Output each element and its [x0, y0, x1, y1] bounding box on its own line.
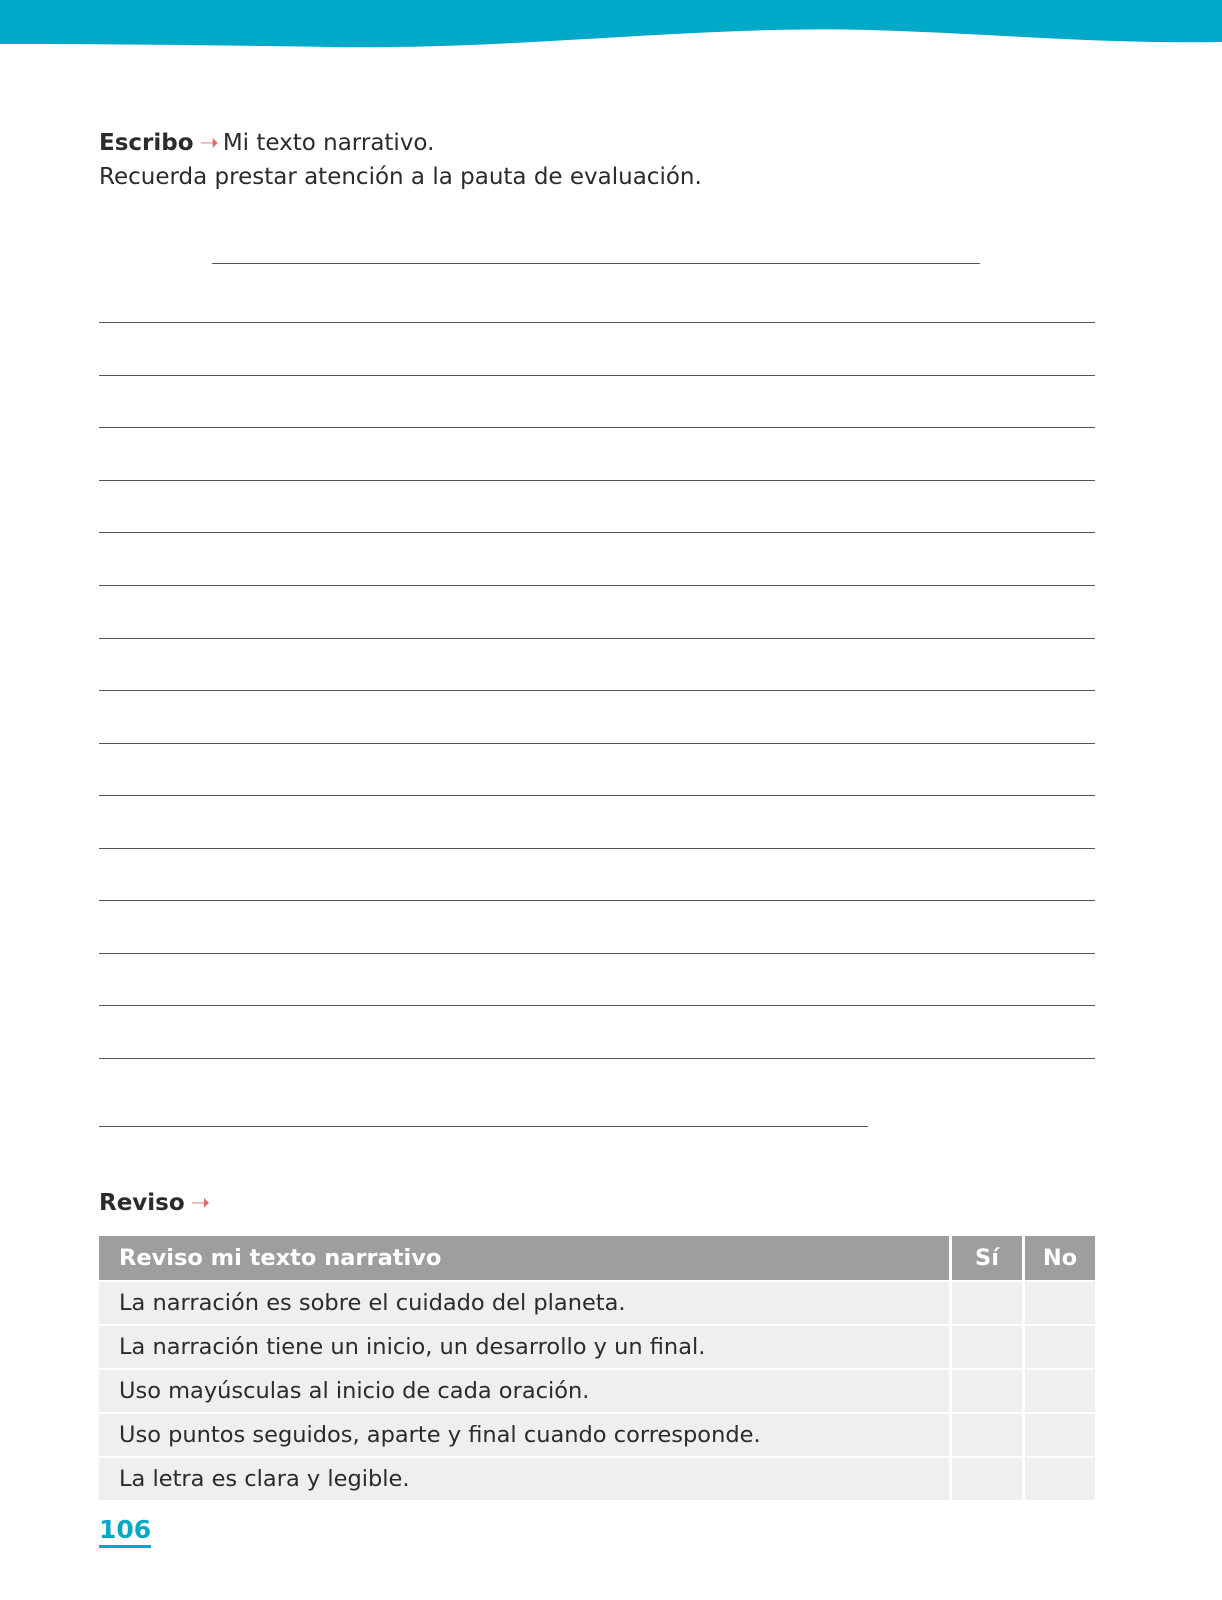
table-row	[99, 1281, 1095, 1325]
yes-checkbox-cell[interactable]	[951, 1281, 1024, 1325]
criterion-text: La narración tiene un inicio, un desarrollo y un final.	[99, 1325, 951, 1369]
writing-line[interactable]	[99, 1005, 1095, 1006]
writing-line[interactable]	[99, 1058, 1095, 1059]
table-row	[99, 1369, 1095, 1413]
title-writing-line[interactable]	[212, 263, 980, 264]
intro-title: Mi texto narrativo.	[222, 130, 435, 156]
no-checkbox-cell[interactable]	[1024, 1281, 1096, 1325]
criterion-text: Uso mayúsculas al inicio de cada oración.	[99, 1369, 951, 1413]
criterion-text: Uso puntos seguidos, aparte y final cuando corresponde.	[99, 1413, 951, 1457]
writing-line[interactable]	[99, 795, 1095, 796]
writing-line[interactable]	[99, 848, 1095, 849]
intro-title-line	[99, 126, 702, 160]
writing-line[interactable]	[99, 585, 1095, 586]
yes-checkbox-cell[interactable]	[951, 1369, 1024, 1413]
writing-line[interactable]	[99, 1126, 868, 1127]
no-checkbox-cell[interactable]	[1024, 1457, 1096, 1500]
writing-line[interactable]	[99, 480, 1095, 481]
writing-line[interactable]	[99, 690, 1095, 691]
yes-checkbox-cell[interactable]	[951, 1457, 1024, 1500]
writing-line[interactable]	[99, 375, 1095, 376]
table-row	[99, 1325, 1095, 1369]
page-number: 106	[99, 1515, 151, 1548]
intro-instruction: Recuerda prestar atención a la pauta de evaluación.	[99, 164, 702, 190]
no-checkbox-cell[interactable]	[1024, 1325, 1096, 1369]
writing-line[interactable]	[99, 743, 1095, 744]
table-row	[99, 1413, 1095, 1457]
yes-column-header: Sí	[951, 1236, 1024, 1281]
reviso-heading	[99, 1190, 214, 1216]
criterion-text: La letra es clara y legible.	[99, 1457, 951, 1500]
intro-block	[99, 126, 702, 194]
no-column-header: No	[1024, 1236, 1096, 1281]
writing-line[interactable]	[99, 900, 1095, 901]
writing-line[interactable]	[99, 322, 1095, 323]
no-checkbox-cell[interactable]	[1024, 1369, 1096, 1413]
escribo-label: Escribo	[99, 130, 194, 156]
right-arrow-icon: ➝	[199, 130, 219, 156]
yes-checkbox-cell[interactable]	[951, 1325, 1024, 1369]
table-header-row	[99, 1236, 1095, 1281]
reviso-label: Reviso	[99, 1190, 185, 1216]
yes-checkbox-cell[interactable]	[951, 1413, 1024, 1457]
checklist-header: Reviso mi texto narrativo	[99, 1236, 951, 1281]
criterion-text: La narración es sobre el cuidado del planeta.	[99, 1281, 951, 1325]
review-checklist-table	[99, 1236, 1095, 1500]
table-row	[99, 1457, 1095, 1500]
writing-line[interactable]	[99, 953, 1095, 954]
writing-line[interactable]	[99, 638, 1095, 639]
no-checkbox-cell[interactable]	[1024, 1413, 1096, 1457]
writing-line[interactable]	[99, 532, 1095, 533]
writing-line[interactable]	[99, 427, 1095, 428]
header-wave	[0, 0, 1222, 60]
right-arrow-icon: ➝	[190, 1190, 210, 1216]
